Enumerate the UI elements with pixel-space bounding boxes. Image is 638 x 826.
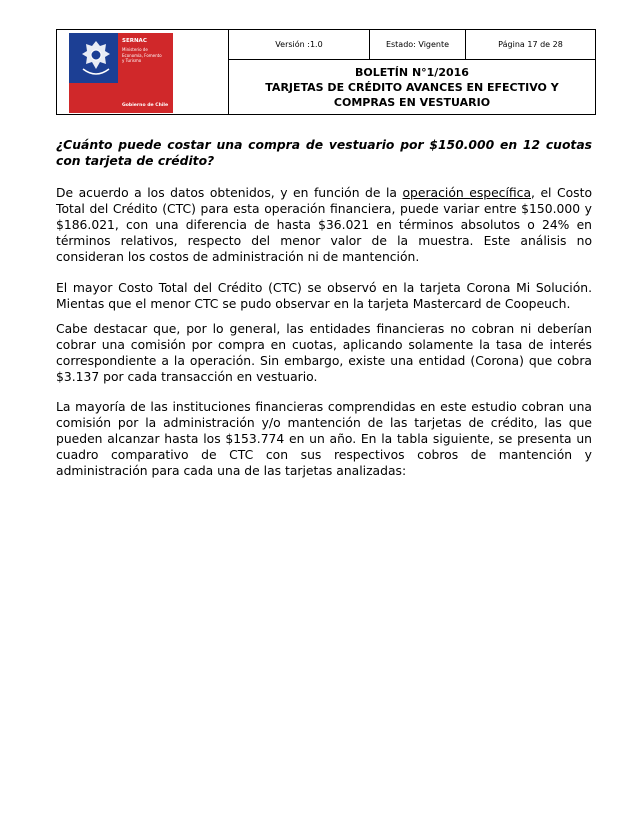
section-question: ¿Cuánto puede costar una compra de vestuario por $150.000 en 12 cuotas con tarjeta de crédito?: [56, 138, 592, 168]
logo-brand: SERNAC: [122, 38, 147, 44]
title-line-2: TARJETAS DE CRÉDITO AVANCES EN EFECTIVO Y: [265, 80, 559, 94]
logo-red-bottom: [69, 83, 118, 113]
document-header: [56, 29, 596, 115]
logo-cell: [57, 30, 229, 114]
paragraph-highest-lowest: El mayor Costo Total del Crédito (CTC) se observó en la tarjeta Corona Mi Solución. Mientas que el menor CTC se pudo observar en la tarjeta Mastercard de Coopeuch.: [56, 281, 592, 311]
header-meta-row: [229, 30, 595, 60]
paragraph-commission: Cabe destacar que, por lo general, las entidades financieras no cobran ni deberían cobrar una comisión por compra en cuotas, aplicando solamente la tasa de interés correspondiente a la operación. Sin embargo, existe una entidad (Corona) que cobra $3.137 por cada transacción en vestuario.: [56, 322, 592, 384]
page-number-cell: Página 17 de 28: [498, 40, 563, 49]
title-line-3: COMPRAS EN VESTUARIO: [333, 95, 491, 109]
paragraph-administration-fees: La mayoría de las instituciones financieras comprendidas en este estudio cobran una comisión por la administración y/o mantención de las tarjetas de crédito, las que pueden alcanzar hasta los $153.774 en un año. En la tabla siguiente, se presenta un cuadro comparativo de CTC con sus respectivos cobros de mantención y administración para cada una de las tarjetas analizadas:: [56, 400, 592, 478]
specific-operation-link[interactable]: operación específica: [402, 186, 532, 200]
document-body: [56, 137, 592, 479]
logo-government: Gobierno de Chile: [122, 103, 169, 108]
coat-of-arms-icon: [79, 39, 113, 79]
paragraph-ctc-range: De acuerdo a los datos obtenidos, y en función de la operación específica, el Costo Total del Crédito (CTC) para esta operación financiera, puede variar entre $150.000 y $186.021, con una diferencia de hasta $36.021 en términos absolutos o 24% en términos relativos, respecto del menor valor de la muestra. Este análisis no consideran los costos de administración ni de mantención.: [56, 186, 592, 264]
status-cell: Estado: Vigente: [370, 30, 466, 59]
logo-red-field: [118, 33, 173, 113]
version-cell: Versión :1.0: [229, 30, 370, 59]
logo-ministry: Ministerio de Economía, Fomento y Turismo: [122, 47, 162, 63]
title-line-1: BOLETÍN N°1/2016: [355, 65, 469, 79]
document-title: [229, 60, 595, 114]
sernac-logo: [69, 33, 173, 113]
